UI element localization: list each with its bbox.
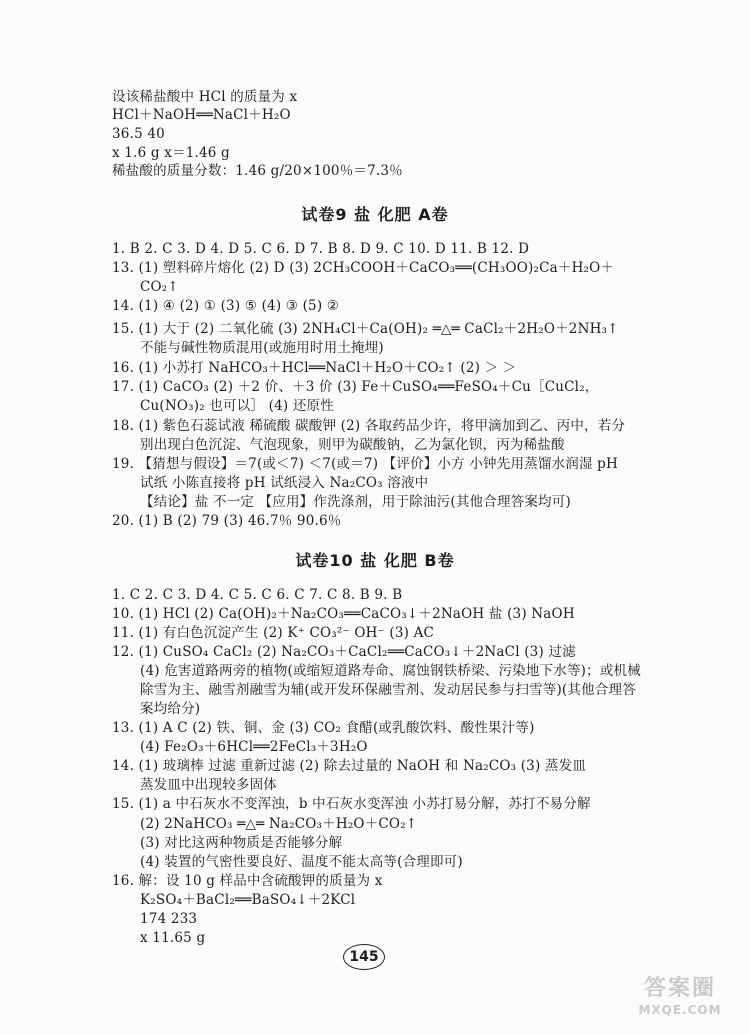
answer-line: CO₂↑ [140, 279, 179, 295]
answer-line: 15. (1) a 中石灰水不变浑浊，b 中石灰水变浑浊 小苏打易分解，苏打不易分解 [112, 796, 591, 812]
answer-line: 12. (1) CuSO₄ CaCl₂ (2) Na₂CO₃＋CaCl₂══CaCO₃↓＋2NaCl (3) 过滤 [112, 644, 576, 660]
answer-line: 14. (1) ④ (2) ① (3) ⑤ (4) ③ (5) ② [112, 298, 340, 314]
answer-line: x 11.65 g [140, 930, 206, 946]
answer-line: 蒸发皿中出现较多固体 [140, 777, 277, 793]
header-line: 设该稀盐酸中 HCl 的质量为 x [112, 89, 298, 105]
header-line: x 1.6 g x＝1.46 g [112, 145, 230, 161]
watermark-logo [620, 976, 740, 1024]
answer-line: 16. (1) 小苏打 NaHCO₃＋HCl══NaCl＋H₂O＋CO₂↑ (2) ＞ ＞ [112, 360, 517, 376]
answer-line: 1. C 2. C 3. D 4. C 5. C 6. C 7. C 8. B 9. B [112, 587, 403, 603]
answer-line: 【结论】盐 不一定 【应用】作洗涤剂，用于除油污(其他合理答案均可) [140, 494, 571, 510]
answer-line: 174 233 [140, 911, 198, 927]
answer-line: 17. (1) CaCO₃ (2) ＋2 价、＋3 价 (3) Fe＋CuSO₄══FeSO₄＋Cu［CuCl₂， [112, 379, 599, 395]
answer-line: 不能与碱性物质混用(或施用时用土掩埋) [140, 340, 384, 356]
header-line: HCl＋NaOH══NaCl＋H₂O [112, 107, 291, 123]
section-title-b: 试卷10 盐 化肥 B卷 [295, 551, 455, 570]
answer-line: 20. (1) B (2) 79 (3) 46.7％ 90.6％ [112, 513, 342, 529]
answer-line: 别出现白色沉淀、气泡现象，则甲为碳酸钠，乙为氯化钡，丙为稀盐酸 [140, 437, 565, 453]
answer-line: 除雪为主、融雪剂融雪为辅(或开发环保融雪剂、发动居民参与扫雪等)(其他合理答 [140, 682, 636, 698]
answer-line: 11. (1) 有白色沉淀产生 (2) K⁺ CO₃²⁻ OH⁻ (3) AC [112, 625, 435, 641]
answer-line: K₂SO₄＋BaCl₂══BaSO₄↓＋2KCl [140, 892, 356, 908]
answer-line: (2) 2NaHCO₃ ═△═ Na₂CO₃＋H₂O＋CO₂↑ [140, 816, 418, 832]
answer-line: 10. (1) HCl (2) Ca(OH)₂＋Na₂CO₃══CaCO₃↓＋2NaOH 盐 (3) NaOH [112, 606, 575, 622]
answer-line: (4) 装置的气密性要良好、温度不能太高等(合理即可) [140, 854, 463, 870]
answer-line: 试纸 小陈直接将 pH 试纸浸入 Na₂CO₃ 溶液中 [140, 475, 429, 491]
answer-line: 13. (1) 塑料碎片熔化 (2) D (3) 2CH₃COOH＋CaCO₃══(CH₃OO)₂Ca＋H₂O＋ [112, 260, 615, 276]
answer-line: 19. 【猜想与假设】＝7(或＜7) ＜7(或＝7) 【评价】小方 小钟先用蒸馏水润湿 pH [112, 456, 618, 472]
header-line: 36.5 40 [112, 126, 165, 142]
page-number: 145 [343, 944, 385, 970]
answer-line: 13. (1) A C (2) 铁、铜、金 (3) CO₂ 食醋(或乳酸饮料、酸性果汁等) [112, 720, 535, 736]
answer-line: 15. (1) 大于 (2) 二氧化硫 (3) 2NH₄Cl＋Ca(OH)₂ ═△═ CaCl₂＋2H₂O＋2NH₃↑ [112, 321, 619, 337]
answer-line: Cu(NO₃)₂ 也可以］ (4) 还原性 [140, 398, 334, 414]
answer-line: 16. 解：设 10 g 样品中含硫酸钾的质量为 x [112, 873, 383, 889]
answer-line: 1. B 2. C 3. D 4. D 5. C 6. D 7. B 8. D 9. C 10. D 11. B 12. D [112, 241, 530, 257]
watermark-top-text: 答案圈 [643, 976, 716, 1001]
answer-line: 案均给分) [140, 701, 201, 717]
answer-line: 18. (1) 紫色石蕊试液 稀硫酸 碳酸钾 (2) 各取药品少许，将甲滴加到乙、丙中，若分 [112, 418, 626, 434]
answer-line: (3) 对比这两种物质是否能够分解 [140, 835, 343, 851]
section-title-a: 试卷9 盐 化肥 A卷 [301, 205, 449, 224]
answer-line: (4) Fe₂O₃＋6HCl══2FeCl₃＋3H₂O [140, 739, 368, 755]
answer-line: (4) 危害道路两旁的植物(或缩短道路寿命、腐蚀钢铁桥梁、污染地下水等)；或机械 [140, 663, 641, 679]
answer-line: 14. (1) 玻璃棒 过滤 重新过滤 (2) 除去过量的 NaOH 和 Na₂CO₃ (3) 蒸发皿 [112, 758, 587, 774]
watermark-bottom-text: MXQE.COM [638, 1003, 722, 1017]
header-line: 稀盐酸的质量分数：1.46 g/20×100％＝7.3％ [112, 163, 403, 179]
